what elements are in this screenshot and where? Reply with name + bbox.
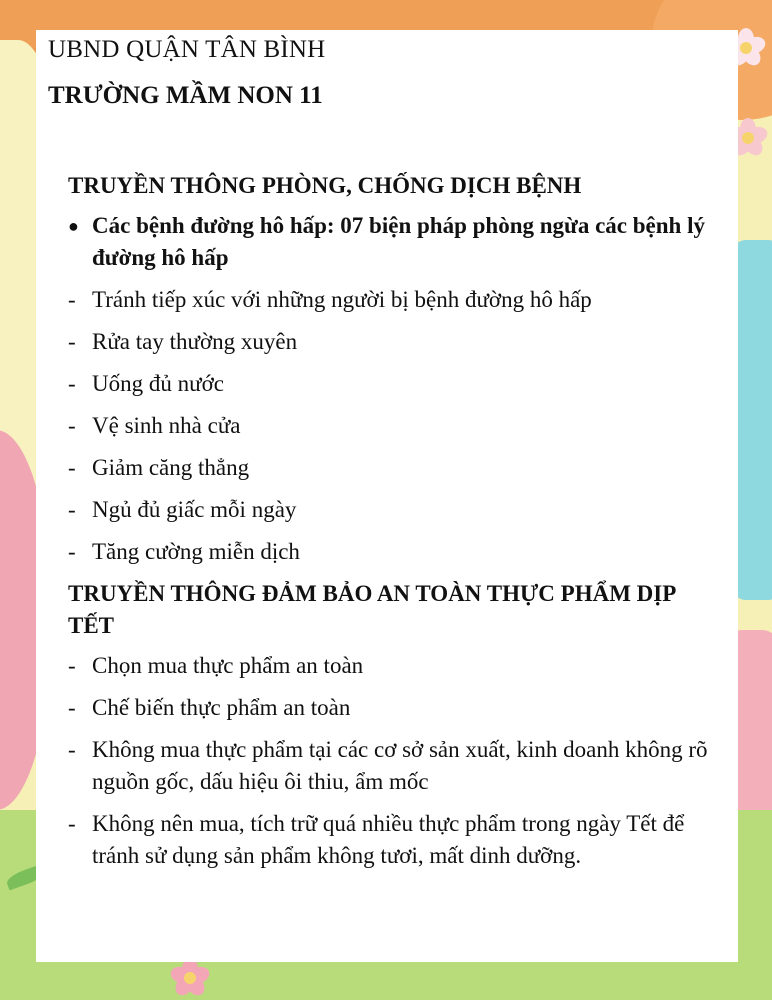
school-name: TRƯỜNG MẦM NON 11: [48, 82, 323, 109]
list-item: [68, 284, 708, 316]
list-item-text: Ngủ đủ giấc mỗi ngày: [92, 497, 297, 522]
notice-content: [68, 170, 708, 882]
district-name: UBND QUẬN TÂN BÌNH: [48, 36, 326, 63]
list-item: [68, 650, 708, 682]
dash-mark: -: [68, 653, 76, 678]
bullet-text: Các bệnh đường hô hấp: 07 biện pháp phòng ngừa các bệnh lý đường hô hấp: [92, 213, 705, 270]
list-item: [68, 734, 708, 798]
list-item-text: Rửa tay thường xuyên: [92, 329, 298, 354]
flower-icon: [170, 958, 210, 998]
list-item: [68, 326, 708, 358]
dash-mark: -: [68, 539, 76, 564]
list-item-text: Giảm căng thẳng: [92, 455, 250, 480]
list-item-text: Tránh tiếp xúc với những người bị bệnh đường hô hấp: [92, 287, 592, 312]
list-item-text: Không mua thực phẩm tại các cơ sở sản xuất, kinh doanh không rõ nguồn gốc, dấu hiệu ôi thiu, ẩm mốc: [92, 737, 708, 794]
dash-mark: -: [68, 455, 76, 480]
list-item: [68, 452, 708, 484]
list-item-text: Tăng cường miễn dịch: [92, 539, 300, 564]
dash-mark: -: [68, 497, 76, 522]
list-item: [68, 536, 708, 568]
list-item: [68, 692, 708, 724]
list-item: [68, 494, 708, 526]
list-item: [68, 410, 708, 442]
list-item-text: Chế biến thực phẩm an toàn: [92, 695, 351, 720]
dash-mark: -: [68, 329, 76, 354]
dash-mark: -: [68, 811, 76, 836]
bullet-item: [68, 210, 708, 274]
list-item-text: Vệ sinh nhà cửa: [92, 413, 241, 438]
dash-mark: -: [68, 287, 76, 312]
list-item-text: Uống đủ nước: [92, 371, 224, 396]
section-title-food-safety: TRUYỀN THÔNG ĐẢM BẢO AN TOÀN THỰC PHẨM DỊP TẾT: [68, 581, 675, 638]
list-item: [68, 368, 708, 400]
notice-card: [36, 30, 738, 962]
list-item-text: Không nên mua, tích trữ quá nhiều thực phẩm trong ngày Tết để tránh sử dụng sản phẩm không tươi, mất dinh dưỡng.: [92, 811, 685, 868]
list-item-text: Chọn mua thực phẩm an toàn: [92, 653, 364, 678]
list-item: [68, 808, 708, 872]
dash-mark: -: [68, 737, 76, 762]
dash-mark: -: [68, 413, 76, 438]
section-title-disease: TRUYỀN THÔNG PHÒNG, CHỐNG DỊCH BỆNH: [68, 173, 582, 198]
dash-mark: -: [68, 371, 76, 396]
bullet-mark: ●: [68, 216, 79, 236]
dash-mark: -: [68, 695, 76, 720]
